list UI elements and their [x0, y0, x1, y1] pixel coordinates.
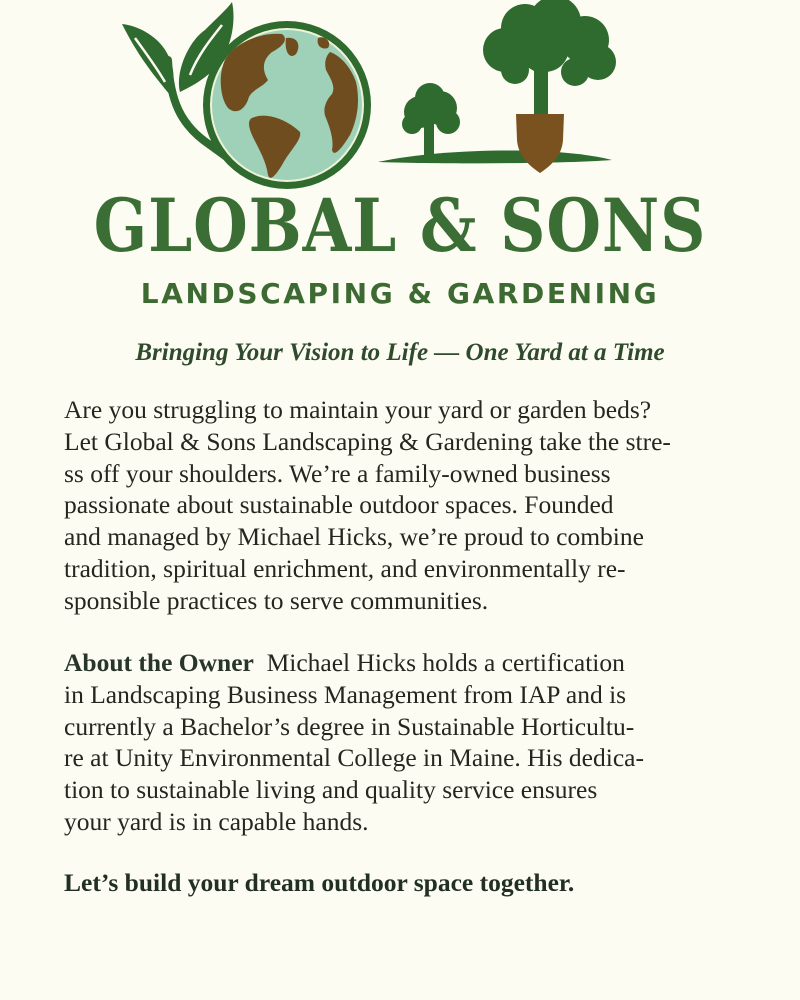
globe-icon: [203, 21, 371, 189]
about-first-line: [64, 647, 744, 679]
intro-line: passionate about sustainable outdoor spaces. Founded: [64, 490, 614, 520]
intro-line: sponsible practices to serve communities.: [64, 585, 489, 615]
small-tree-icon: [402, 83, 460, 156]
about-owner-heading: About the Owner: [64, 648, 254, 677]
intro-line: ss off your shoulders. We’re a family-owned business: [64, 458, 611, 488]
intro-line: tradition, spiritual enrichment, and environmentally re-: [64, 553, 626, 583]
about-line: tion to sustainable living and quality service ensures: [64, 775, 598, 805]
intro-paragraph: [64, 394, 744, 617]
hill-icon: [378, 150, 612, 163]
about-first-line-text: Michael Hicks holds a certification: [266, 648, 625, 677]
about-owner-paragraph: [64, 647, 744, 838]
flower-pot-icon: [516, 114, 564, 173]
large-tree-icon: [483, 0, 616, 120]
tagline: Bringing Your Vision to Life — One Yard at a Time: [135, 339, 665, 366]
about-line: currently a Bachelor’s degree in Sustainable Horticultu-: [64, 711, 635, 741]
brand-subtitle: LANDSCAPING & GARDENING: [140, 277, 660, 310]
intro-line: Let Global & Sons Landscaping & Gardening take the stre-: [64, 426, 671, 456]
about-line: re at Unity Environmental College in Maine. His dedica-: [64, 743, 644, 773]
about-line: in Landscaping Business Management from IAP and is: [64, 679, 627, 709]
call-to-action: Let’s build your dream outdoor space together.: [64, 868, 575, 897]
about-line: your yard is in capable hands.: [64, 806, 369, 836]
brand-title: GLOBAL & SONS: [93, 183, 707, 269]
intro-line: and managed by Michael Hicks, we’re proud to combine: [64, 522, 644, 552]
logo-artwork: [0, 0, 800, 190]
intro-line: Are you struggling to maintain your yard or garden beds?: [64, 395, 652, 424]
